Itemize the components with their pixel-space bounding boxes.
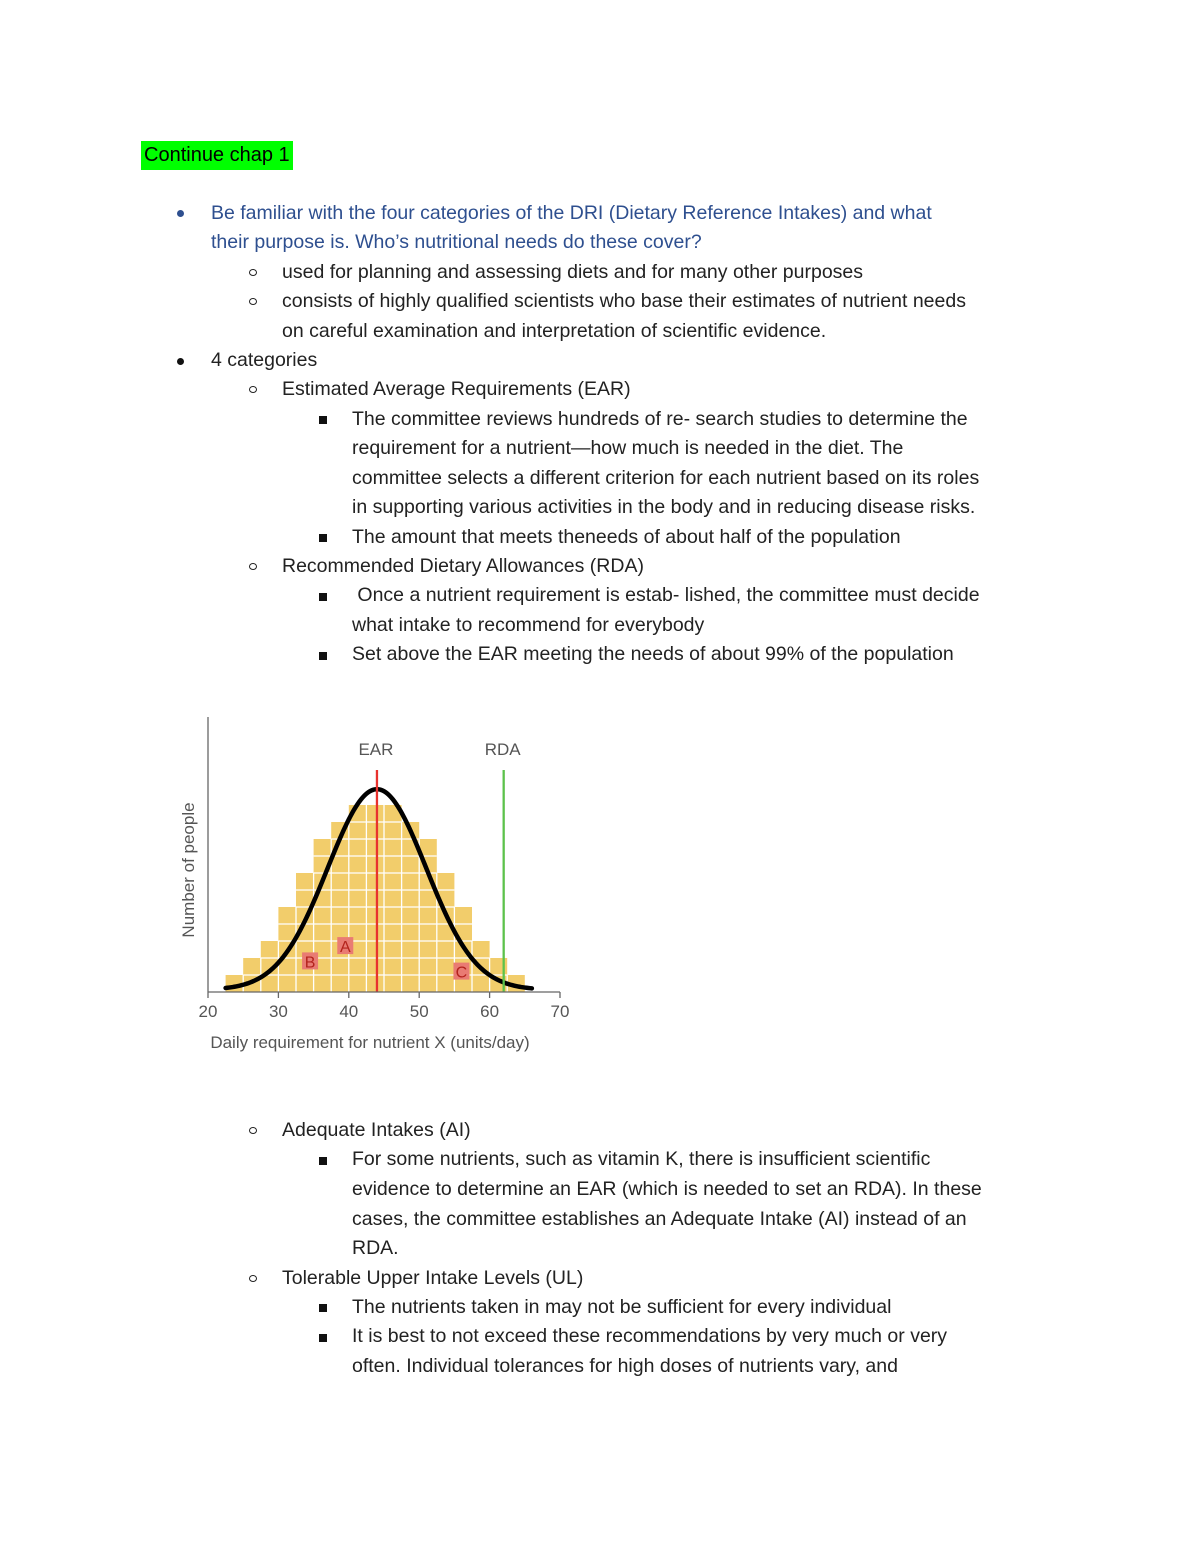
- bullet-circle: [249, 1127, 257, 1134]
- x-tick-label: 50: [409, 1002, 429, 1021]
- histogram-bars: [226, 805, 525, 992]
- x-tick-label: 40: [339, 1002, 359, 1021]
- x-tick-label: 60: [480, 1002, 500, 1021]
- histogram-bar: [366, 805, 384, 992]
- bullet-square: [319, 416, 327, 424]
- question-sub-point-1: used for planning and assessing diets and for many other purposes: [282, 261, 864, 283]
- dri-distribution-chart: [170, 705, 590, 1070]
- bullet-square: [319, 652, 327, 660]
- bullet-dot: [177, 210, 184, 217]
- bullet-dot: [177, 358, 184, 365]
- region-label-a: A: [339, 939, 351, 957]
- rda-point-1-line-1: Once a nutrient requirement is estab- lished, the committee must decide: [352, 584, 980, 606]
- x-tick-label: 30: [268, 1002, 288, 1021]
- x-tick-label: 20: [198, 1002, 218, 1021]
- ai-point-1-line-2: evidence to determine an EAR (which is needed to set an RDA). In these: [352, 1178, 982, 1200]
- rda-point-1-line-2: what intake to recommend for everybody: [352, 614, 705, 636]
- rda-heading: Recommended Dietary Allowances (RDA): [282, 555, 644, 577]
- bullet-square: [319, 1334, 327, 1342]
- ear-point-1-line-1: The committee reviews hundreds of re- search studies to determine the: [352, 408, 968, 430]
- bullet-square: [319, 1304, 327, 1312]
- bullet-circle: [249, 298, 257, 305]
- page-title: Continue chap 1: [141, 141, 293, 170]
- categories-heading: 4 categories: [211, 349, 318, 371]
- histogram-bar: [384, 805, 402, 992]
- question-line-2: their purpose is. Who’s nutritional needs do these cover?: [211, 231, 702, 253]
- ul-point-2-line-1: It is best to not exceed these recommendations by very much or very: [352, 1325, 948, 1347]
- histogram-bar: [437, 873, 455, 992]
- bullet-circle: [249, 269, 257, 276]
- ear-marker-label: EAR: [358, 740, 394, 759]
- ai-point-1-line-4: RDA.: [352, 1237, 399, 1259]
- rda-marker-label: RDA: [484, 740, 521, 759]
- ul-heading: Tolerable Upper Intake Levels (UL): [282, 1267, 584, 1289]
- ul-point-1: The nutrients taken in may not be sufficient for every individual: [352, 1296, 892, 1318]
- ai-point-1-line-3: cases, the committee establishes an Adequate Intake (AI) instead of an: [352, 1208, 967, 1230]
- x-tick-label: 70: [550, 1002, 570, 1021]
- bullet-square: [319, 1157, 327, 1165]
- bullet-square: [319, 593, 327, 601]
- ai-point-1-line-1: For some nutrients, such as vitamin K, there is insufficient scientific: [352, 1148, 931, 1170]
- ear-point-1-line-3: committee selects a different criterion for each nutrient based on its roles: [352, 467, 980, 489]
- bullet-circle: [249, 386, 257, 393]
- region-label-b: B: [304, 954, 316, 972]
- ul-point-2-line-2: often. Individual tolerances for high doses of nutrients vary, and: [352, 1355, 898, 1377]
- rda-point-2: Set above the EAR meeting the needs of about 99% of the population: [352, 643, 954, 665]
- bullet-square: [319, 534, 327, 542]
- region-label-c: C: [455, 964, 468, 982]
- bullet-circle: [249, 1275, 257, 1282]
- ear-point-1-line-4: in supporting various activities in the body and in reducing disease risks.: [352, 496, 976, 518]
- ear-heading: Estimated Average Requirements (EAR): [282, 378, 631, 400]
- x-axis-title: Daily requirement for nutrient X (units/day): [210, 1033, 530, 1052]
- histogram-bar: [349, 805, 367, 992]
- question-sub-point-2-line-1: consists of highly qualified scientists who base their estimates of nutrient needs: [282, 290, 966, 312]
- question-sub-point-2-line-2: on careful examination and interpretation of scientific evidence.: [282, 320, 827, 342]
- ai-heading: Adequate Intakes (AI): [282, 1119, 471, 1141]
- ear-point-2: The amount that meets theneeds of about half of the population: [352, 526, 901, 548]
- bullet-circle: [249, 563, 257, 570]
- question-line-1: Be familiar with the four categories of the DRI (Dietary Reference Intakes) and what: [211, 202, 932, 224]
- ear-point-1-line-2: requirement for a nutrient—how much is needed in the diet. The: [352, 437, 904, 459]
- y-axis-title: Number of people: [179, 802, 198, 938]
